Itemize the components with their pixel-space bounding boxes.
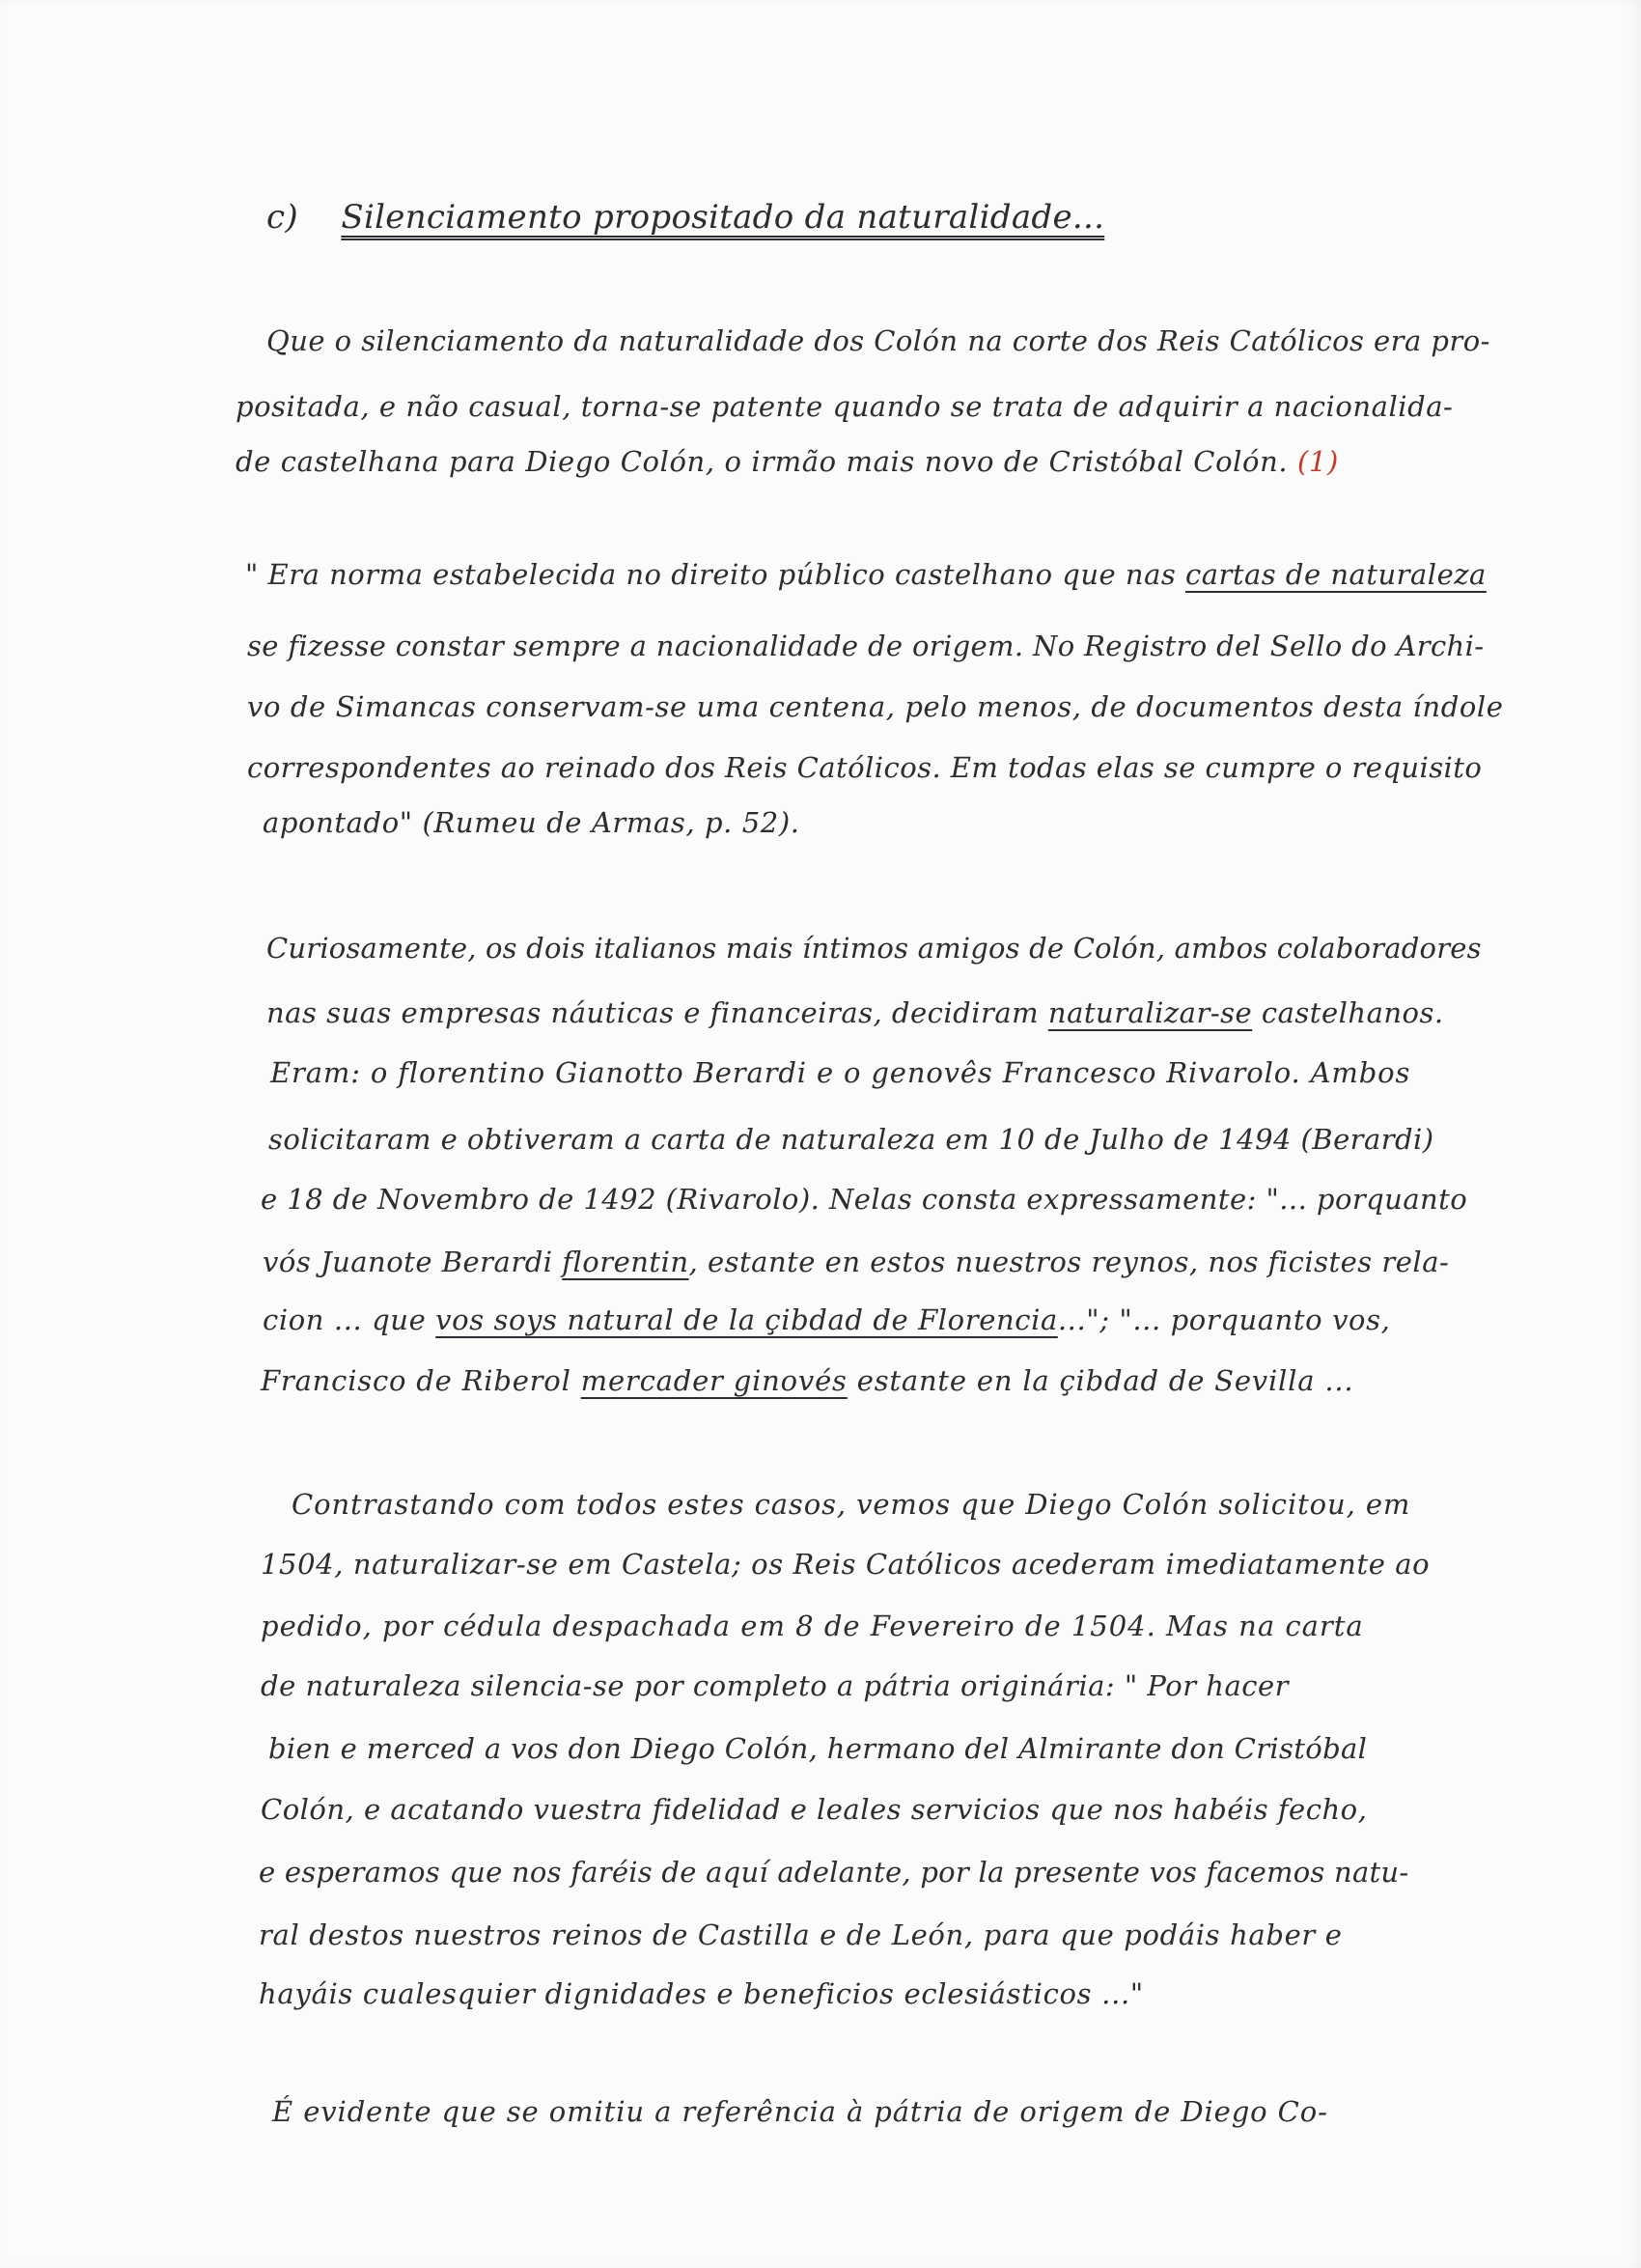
- footnote-reference: (1): [1297, 445, 1339, 478]
- quotation-line: vo de Simancas conservam-se uma centena, pelo menos, de documentos desta índole: [247, 690, 1504, 723]
- section-title: Silenciamento propositado da naturalidade...: [341, 198, 1105, 237]
- paragraph-3-line: cion ... que: [263, 1303, 436, 1336]
- paragraph-3-line: Eram: o florentino Gianotto Berardi e o genovês Francesco Rivarolo. Ambos: [270, 1056, 1411, 1089]
- paragraph-3-line: Francisco de Riberol: [261, 1364, 581, 1397]
- quotation-line: " Era norma estabelecida no direito público castelhano que nas: [245, 558, 1185, 591]
- paragraph-4-line: hayáis cualesquier dignidades e beneficios eclesiásticos ...": [259, 1977, 1144, 2010]
- quotation-line: se fizesse constar sempre a nacionalidade de origem. No Registro del Sello do Archi-: [247, 630, 1485, 662]
- paragraph-4-line: e esperamos que nos faréis de aquí adelante, por la presente vos facemos natu-: [259, 1856, 1409, 1889]
- underlined-word: florentin: [562, 1246, 689, 1278]
- paragraph-4-line: pedido, por cédula despachada em 8 de Fevereiro de 1504. Mas na carta: [261, 1610, 1364, 1642]
- paragraph-4-line: bien e merced a vos don Diego Colón, hermano del Almirante don Cristóbal: [268, 1732, 1368, 1765]
- paragraph-4-line: 1504, naturalizar-se em Castela; os Reis Católicos acederam imediatamente ao: [261, 1548, 1431, 1581]
- paragraph-3-line: , estante en estos nuestros reynos, nos ficistes rela-: [688, 1246, 1450, 1278]
- underlined-phrase: naturalizar-se: [1047, 996, 1253, 1029]
- paragraph-1-line: Que o silenciamento da naturalidade dos Colón na corte dos Reis Católicos era pro-: [266, 324, 1490, 357]
- quotation-line: apontado" (Rumeu de Armas, p. 52).: [263, 806, 800, 839]
- paragraph-3-line: e 18 de Novembro de 1492 (Rivarolo). Nelas consta expressamente: "... porquanto: [261, 1183, 1468, 1216]
- paragraph-3-line: castelhanos.: [1252, 996, 1444, 1029]
- paragraph-1-line: positada, e não casual, torna-se patente quando se trata de adquirir a nacionalida-: [236, 390, 1454, 423]
- section-heading: [266, 198, 1104, 237]
- paragraph-1-line: de castelhana para Diego Colón, o irmão mais novo de Cristóbal Colón.: [236, 445, 1289, 478]
- paragraph-3-line: estante en la çibdad de Sevilla ...: [847, 1364, 1354, 1397]
- paragraph-4-line: ral destos nuestros reinos de Castilla e de León, para que podáis haber e: [259, 1918, 1343, 1951]
- underlined-phrase: cartas de naturaleza: [1184, 558, 1487, 591]
- paragraph-4-line: de naturaleza silencia-se por completo a pátria originária: " Por hacer: [261, 1669, 1290, 1702]
- section-letter: c): [266, 198, 298, 237]
- paragraph-3-line: solicitaram e obtiveram a carta de naturaleza em 10 de Julho de 1494 (Berardi): [268, 1123, 1434, 1156]
- paragraph-3-line: Curiosamente, os dois italianos mais íntimos amigos de Colón, ambos colaboradores: [266, 932, 1482, 965]
- quotation-line: correspondentes ao reinado dos Reis Católicos. Em todas elas se cumpre o requisito: [247, 751, 1483, 784]
- underlined-phrase: mercader ginovés: [580, 1364, 848, 1397]
- paragraph-3-line: nas suas empresas náuticas e financeiras, decidiram: [266, 996, 1048, 1029]
- paragraph-3-line: vós Juanote Berardi: [263, 1246, 563, 1278]
- paragraph-5-line: É evidente que se omitiu a referência à pátria de origem de Diego Co-: [272, 2095, 1328, 2128]
- paragraph-4-line: Colón, e acatando vuestra fidelidad e leales servicios que nos habéis fecho,: [261, 1793, 1368, 1826]
- underlined-phrase: vos soys natural de la çibdad de Florencia: [435, 1303, 1058, 1336]
- paragraph-3-line: ..."; "... porquanto vos,: [1057, 1303, 1391, 1336]
- paragraph-4-line: Contrastando com todos estes casos, vemos que Diego Colón solicitou, em: [292, 1488, 1411, 1521]
